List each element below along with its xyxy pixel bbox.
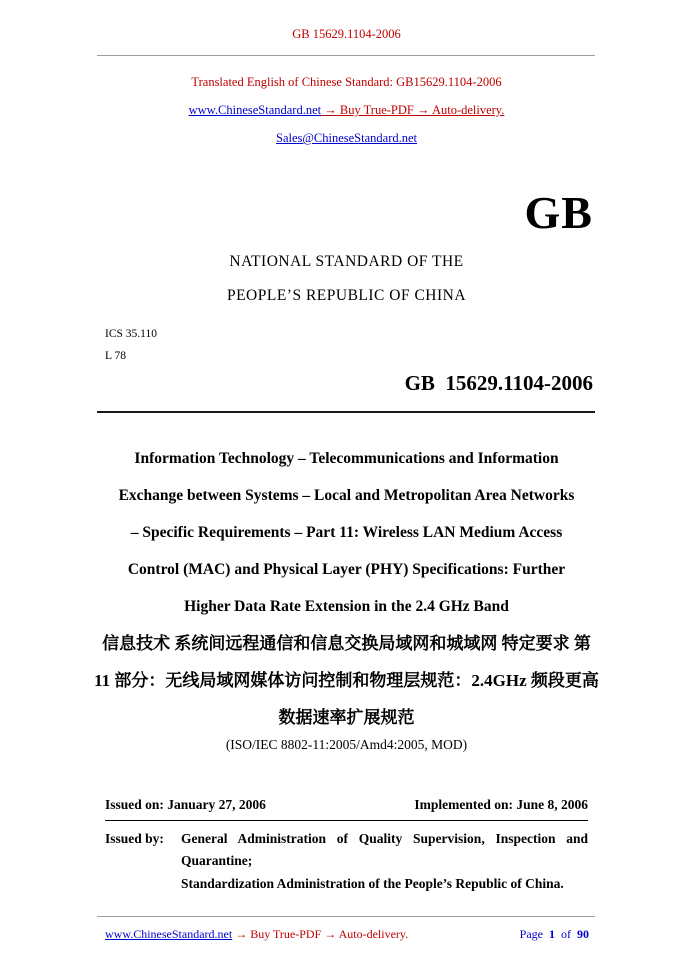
- divider-mid: [97, 411, 595, 413]
- iso-reference: (ISO/IEC 8802-11:2005/Amd4:2005, MOD): [225, 737, 468, 752]
- title-chinese: [0, 625, 693, 736]
- buy-link-line: [0, 103, 693, 118]
- sales-email-link[interactable]: Sales@ChineseStandard.net: [276, 131, 417, 145]
- issued-by-label: Issued by:: [105, 831, 164, 846]
- arrow-icon: →: [324, 927, 337, 941]
- title-en-line5: Higher Data Rate Extension in the 2.4 GHz Band: [184, 598, 509, 615]
- header-doc-code: GB 15629.1104-2006: [292, 27, 401, 41]
- l-classification: L 78: [105, 350, 126, 362]
- page-number: 1: [549, 927, 555, 941]
- national-standard-line1: NATIONAL STANDARD OF THE: [229, 253, 464, 270]
- divider-footer: [97, 916, 595, 917]
- issuer-line1: General Administration of Quality Supervision, Inspection and: [181, 831, 588, 846]
- footer: [105, 927, 593, 942]
- translated-standard-line: Translated English of Chinese Standard: GB15629.1104-2006: [191, 75, 502, 89]
- divider-dates: [105, 820, 588, 821]
- arrow-icon: →: [417, 103, 430, 117]
- title-en-line3: – Specific Requirements – Part 11: Wireless LAN Medium Access: [130, 524, 563, 541]
- issuer-line2: Quarantine;: [181, 853, 253, 868]
- sales-email-line: [0, 131, 693, 146]
- arrow-icon: →: [324, 103, 337, 117]
- issuer-block: [105, 828, 588, 895]
- title-zh-line2: 11 部分：无线局域网媒体访问控制和物理层规范：2.4GHz 频段更高: [94, 671, 599, 690]
- chinesestandard-link[interactable]: www.ChineseStandard.net: [188, 103, 322, 117]
- title-en-line4: Control (MAC) and Physical Layer (PHY) Specifications: Further: [127, 561, 566, 578]
- ics-code: ICS 35.110: [105, 328, 157, 340]
- footer-buy-line: [105, 927, 408, 942]
- dates-row: [0, 797, 693, 813]
- footer-auto-delivery-text: Auto-delivery.: [338, 927, 409, 941]
- total-pages: 90: [577, 927, 589, 941]
- of-label: of: [561, 927, 571, 941]
- page-indicator: [518, 927, 593, 942]
- auto-delivery-text: Auto-delivery.: [431, 103, 505, 117]
- footer-chinesestandard-link[interactable]: www.ChineseStandard.net: [105, 927, 233, 941]
- standard-number: GB 15629.1104-2006: [404, 371, 593, 395]
- page-label: Page: [519, 927, 543, 941]
- banner: [0, 75, 693, 146]
- title-zh-line1: 信息技术 系统间远程通信和信息交换局域网和城域网 特定要求 第: [102, 634, 591, 653]
- title-zh-line3: 数据速率扩展规范: [278, 708, 415, 727]
- national-standard-line2: PEOPLE’S REPUBLIC OF CHINA: [226, 287, 467, 304]
- issuer-line3: Standardization Administration of the People’s Republic of China.: [181, 876, 564, 891]
- arrow-icon: →: [235, 927, 248, 941]
- title-en-line2: Exchange between Systems – Local and Metropolitan Area Networks: [118, 487, 575, 504]
- buy-truepdf-text: Buy True-PDF: [339, 103, 414, 117]
- implemented-on-date: Implemented on: June 8, 2006: [414, 797, 588, 812]
- title-english: [0, 440, 693, 625]
- issuer-content: [181, 828, 588, 895]
- org-block: [0, 245, 693, 313]
- footer-buy-truepdf-text: Buy True-PDF: [250, 927, 322, 941]
- divider-top: [97, 55, 595, 56]
- gb-logo: GB: [524, 187, 593, 238]
- issued-on-date: Issued on: January 27, 2006: [105, 797, 266, 812]
- title-en-line1: Information Technology – Telecommunications and Information: [134, 450, 559, 467]
- ics-block: [105, 323, 693, 367]
